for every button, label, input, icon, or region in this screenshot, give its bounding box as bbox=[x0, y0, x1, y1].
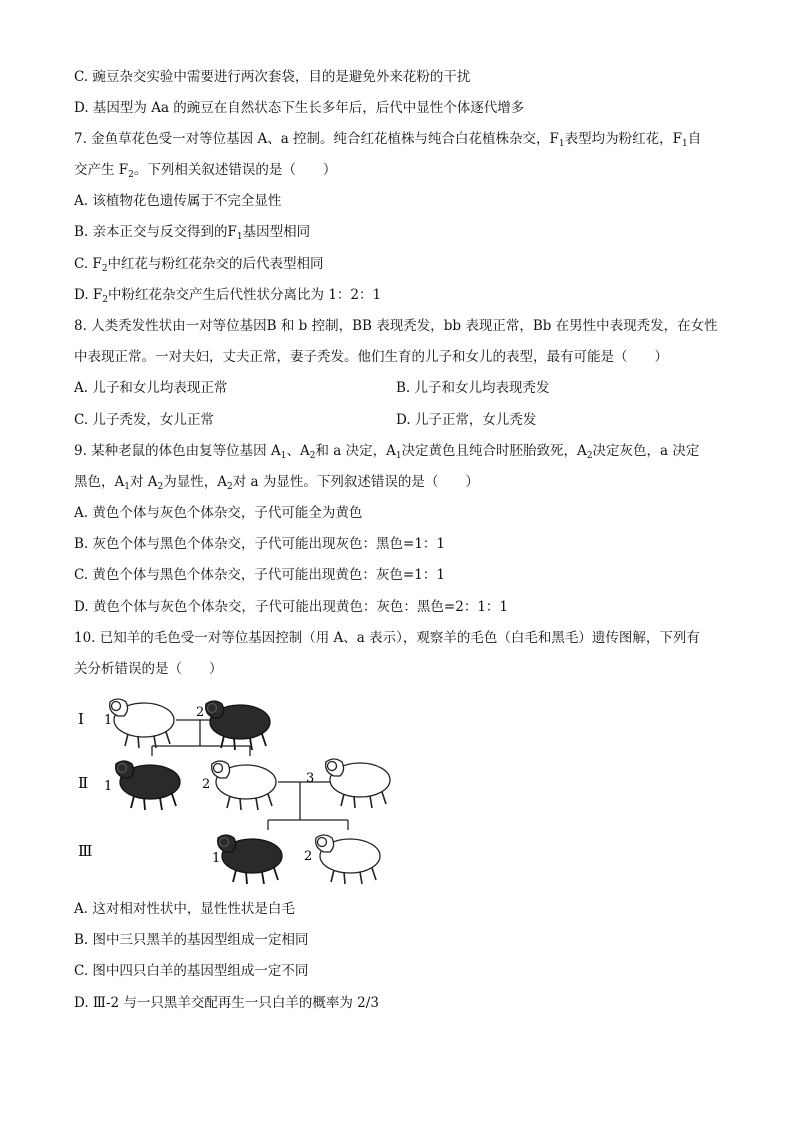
sheep-II-3-white bbox=[326, 759, 390, 808]
generation-label-3: Ⅲ bbox=[78, 842, 93, 860]
sheep-pedigree-diagram bbox=[72, 690, 412, 890]
q8-option-d: D. 儿子正常，女儿秃发 bbox=[396, 412, 537, 428]
individual-number: 2 bbox=[196, 705, 205, 720]
q8-stem-1: 8. 人类秃发性状由一对等位基因B 和 b 控制，BB 表现秃发，bb 表现正常，Bb 在男性中表现秃发，在女性 bbox=[74, 318, 718, 334]
q10-option-a: A. 这对相对性状中，显性性状是白毛 bbox=[74, 901, 295, 917]
q9-stem-1: 9. 某种老鼠的体色由复等位基因 $A_1$、$A_2$和 a 决定，$A_1$决定黄色且纯合时胚胎致死，$A_2$决定灰色，a 决定 bbox=[74, 443, 700, 461]
q9-stem-2: 黑色，$A_1$对 $A_2$为显性，$A_2$对 a 为显性。下列叙述错误的是（ ） bbox=[74, 474, 479, 492]
q10-option-c: C. 图中四只白羊的基因型组成一定不同 bbox=[74, 963, 309, 979]
q9-option-d: D. 黄色个体与灰色个体杂交，子代可能出现黄色：灰色：黑色=2：1：1 bbox=[74, 599, 509, 615]
q9-option-b: B. 灰色个体与黑色个体杂交，子代可能出现灰色：黑色=1：1 bbox=[74, 536, 445, 552]
sheep-III-1-black bbox=[218, 835, 282, 884]
q8-option-b: B. 儿子和女儿均表现秃发 bbox=[396, 380, 550, 396]
q10-option-b: B. 图中三只黑羊的基因型组成一定相同 bbox=[74, 932, 309, 948]
q10-stem-2: 关分析错误的是（ ） bbox=[74, 661, 223, 677]
individual-number: 3 bbox=[306, 771, 315, 786]
sheep-I-2-black bbox=[206, 701, 270, 750]
sheep-II-2-white bbox=[212, 761, 276, 810]
q6-option-d: D. 基因型为 Aa 的豌豆在自然状态下生长多年后，后代中显性个体逐代增多 bbox=[74, 100, 525, 116]
q7-stem-1: 7. 金鱼草花色受一对等位基因 A、a 控制。纯合红花植株与纯合白花植株杂交，$F_1$表型均为粉红花，$F_1$自 bbox=[74, 131, 702, 149]
individual-number: 1 bbox=[212, 851, 221, 866]
q8-option-c: C. 儿子秃发，女儿正常 bbox=[74, 412, 214, 428]
individual-number: 2 bbox=[304, 849, 313, 864]
q8-option-a: A. 儿子和女儿均表现正常 bbox=[74, 380, 228, 396]
sheep-II-1-black bbox=[116, 761, 180, 810]
generation-label-2: Ⅱ bbox=[78, 774, 89, 792]
q7-option-c: C. $F_2$中红花与粉红花杂交的后代表型相同 bbox=[74, 256, 324, 274]
q7-option-a: A. 该植物花色遗传属于不完全显性 bbox=[74, 193, 282, 209]
q6-option-c: C. 豌豆杂交实验中需要进行两次套袋，目的是避免外来花粉的干扰 bbox=[74, 69, 471, 85]
q9-option-c: C. 黄色个体与黑色个体杂交，子代可能出现黄色：灰色=1：1 bbox=[74, 567, 445, 583]
individual-number: 1 bbox=[104, 779, 113, 794]
q8-stem-2: 中表现正常。一对夫妇，丈夫正常，妻子秃发。他们生育的儿子和女儿的表型，最有可能是（ ） bbox=[74, 349, 668, 365]
q7-option-d: D. $F_2$中粉红花杂交产生后代性状分离比为 1：2：1 bbox=[74, 287, 382, 305]
q7-option-b: B. 亲本正交与反交得到的$F_1$基因型相同 bbox=[74, 224, 311, 242]
q7-stem-2: 交产生 $F_2$。下列相关叙述错误的是（ ） bbox=[74, 162, 337, 180]
sheep-I-1-white bbox=[110, 699, 174, 748]
sheep-III-2-white bbox=[316, 835, 380, 884]
individual-number: 1 bbox=[104, 713, 113, 728]
q10-option-d: D. Ⅲ-2 与一只黑羊交配再生一只白羊的概率为 2/3 bbox=[74, 995, 379, 1011]
q9-option-a: A. 黄色个体与灰色个体杂交，子代可能全为黄色 bbox=[74, 505, 363, 521]
q10-stem-1: 10. 已知羊的毛色受一对等位基因控制（用 A、a 表示），观察羊的毛色（白毛和黑毛）遗传图解，下列有 bbox=[74, 630, 700, 646]
generation-label-1: Ⅰ bbox=[78, 710, 84, 728]
individual-number: 2 bbox=[202, 777, 211, 792]
